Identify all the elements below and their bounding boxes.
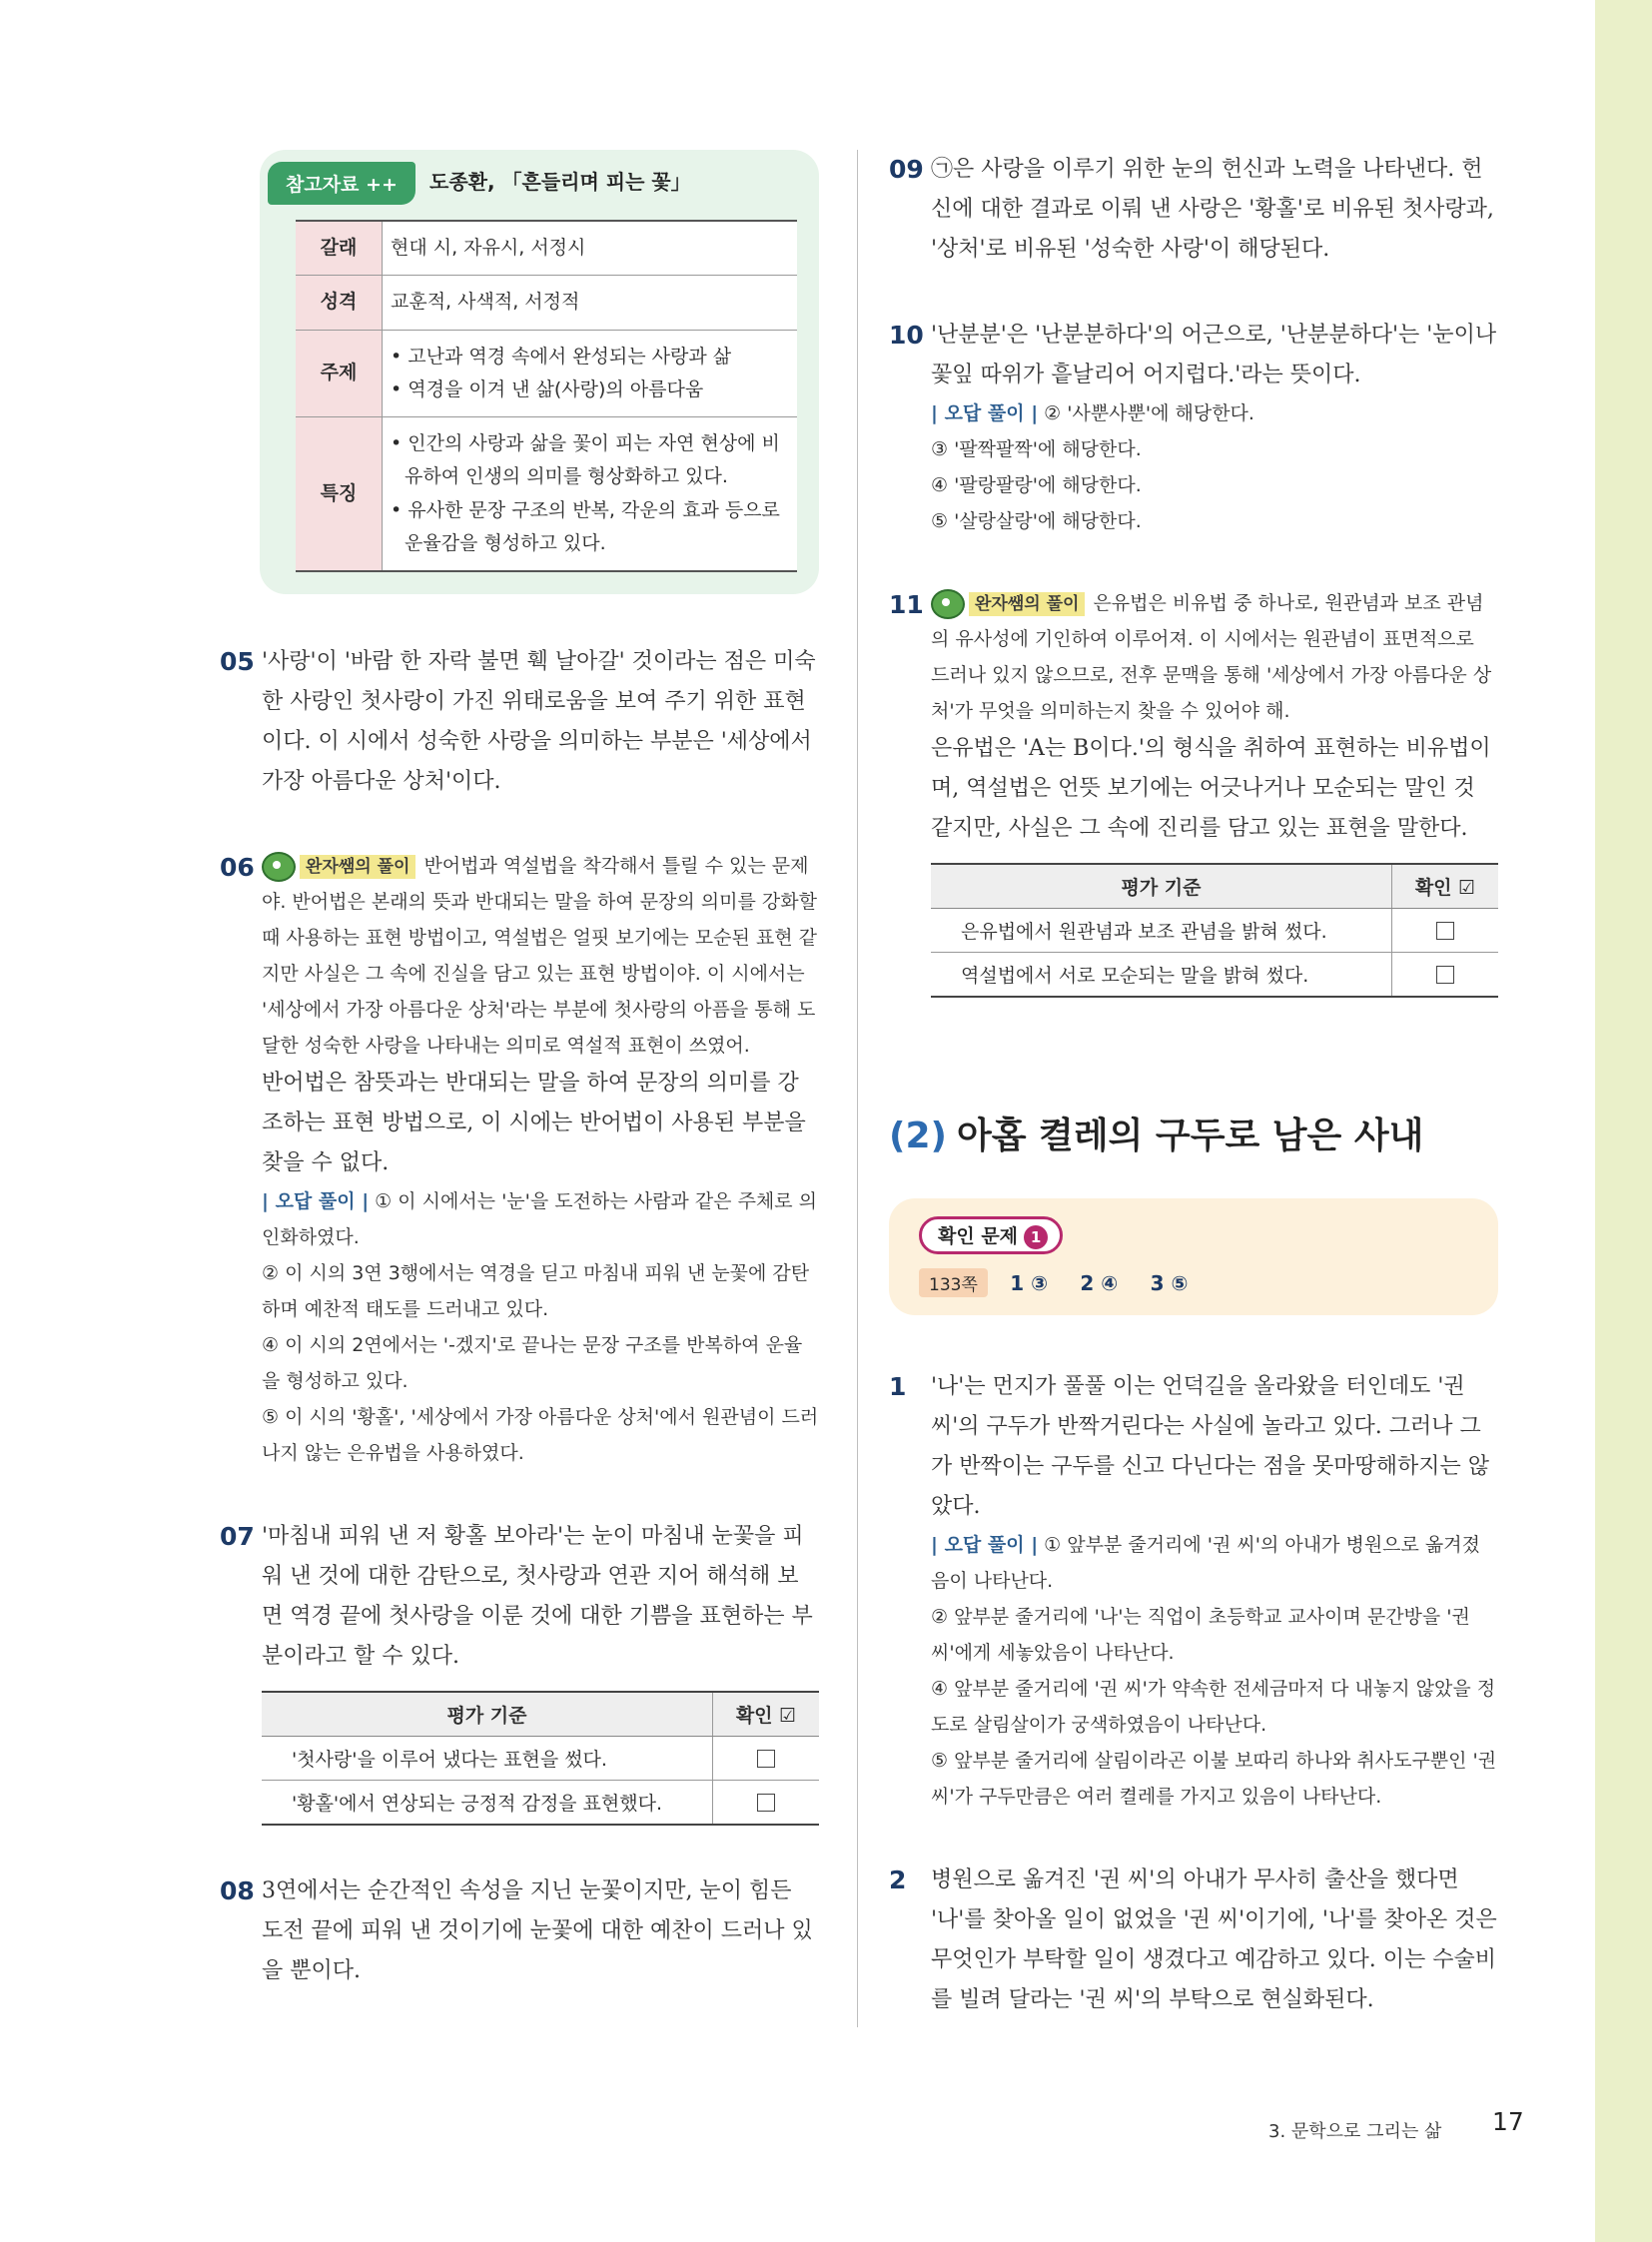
- criteria-row: [262, 1781, 819, 1826]
- checkbox[interactable]: [757, 1750, 775, 1768]
- check-header: 확인 ☑: [1392, 864, 1499, 909]
- ref-row-header: 갈래: [296, 221, 383, 276]
- question-text: 반어법은 참뜻과는 반대되는 말을 하여 문장의 의미를 강조하는 표현 방법으로, 이 시에는 반어법이 사용된 부분을 찾을 수 없다.: [262, 1071, 806, 1175]
- ref-row: [296, 221, 797, 276]
- reference-title: 도종환, 「흔들리며 피는 꽃」: [429, 170, 691, 194]
- ref-row: [296, 330, 797, 417]
- tutor-tag: 완자쌤의 풀이: [969, 592, 1085, 616]
- check-problem-tag: 확인 문제 1: [919, 1216, 1063, 1254]
- criteria-row: [262, 1737, 819, 1781]
- explanation-item: ④ 이 시의 2연에서는 '-겠지'로 끝나는 문장 구조를 반복하여 운율을 형성하고 있다.: [262, 1334, 803, 1392]
- ref-text: 교훈적, 사색적, 서정적: [391, 291, 580, 314]
- criteria-text: 역설법에서 서로 모순되는 말을 밝혀 썼다.: [931, 953, 1392, 998]
- answer-line: [919, 1268, 1476, 1297]
- turtle-mascot-icon: [931, 589, 965, 619]
- ref-bullet: • 고난과 역경 속에서 완성되는 사랑과 삶: [391, 345, 732, 368]
- criteria-text: 은유법에서 원관념과 보조 관념을 밝혀 썼다.: [931, 909, 1392, 953]
- question-text: '마침내 피워 낸 저 황홀 보아라'는 눈이 마침내 눈꽃을 피워 낸 것에 대한 감탄으로, 첫사랑과 연관 지어 해석해 보면 역경 끝에 첫사랑을 이룬 것에 대한 기쁨을 표현하는 부분이라고 할 수 있다.: [262, 1524, 813, 1669]
- left-column: [220, 150, 819, 2037]
- ref-row-header: 주제: [296, 330, 383, 417]
- wrong-answer-label: | 오답 풀이 |: [262, 1190, 370, 1212]
- question-number: 07: [220, 1522, 255, 1551]
- explanation-item: ⑤ 이 시의 '황홀', '세상에서 가장 아름다운 상처'에서 원관념이 드러나지 않는 은유법을 사용하였다.: [262, 1406, 819, 1464]
- wrong-answer-explanation: [262, 1183, 819, 1255]
- question-08: [220, 1871, 819, 1991]
- answer-2: [889, 1861, 1498, 2020]
- page-number: 17: [1492, 2107, 1524, 2136]
- answer-1: [889, 1367, 1498, 1815]
- wrong-answer-label: | 오답 풀이 |: [931, 402, 1039, 424]
- section-number: (2): [889, 1116, 947, 1156]
- explanation-item: ① 앞부분 줄거리에 '권 씨'의 아내가 병원으로 옮겨졌음이 나타난다.: [931, 1534, 1480, 1592]
- question-number: 10: [889, 321, 924, 350]
- criteria-header: 평가 기준: [262, 1692, 713, 1737]
- check-header: 확인 ☑: [713, 1692, 820, 1737]
- ref-row-content: [383, 417, 798, 572]
- explanation-item: ④ 앞부분 줄거리에 '권 씨'가 약속한 전세금마저 다 내놓지 않았을 정도로 살림살이가 궁색하였음이 나타난다.: [931, 1678, 1496, 1736]
- ref-row-content: [383, 330, 798, 417]
- criteria-row: [931, 909, 1498, 953]
- explanation-item: ② 앞부분 줄거리에 '나'는 직업이 초등학교 교사이며 문간방을 '권 씨'에게 세놓았음이 나타난다.: [931, 1606, 1470, 1664]
- question-text: 3연에서는 순간적인 속성을 지닌 눈꽃이지만, 눈이 힘든 도전 끝에 피워 낸 것이기에 눈꽃에 대한 예찬이 드러나 있을 뿐이다.: [262, 1878, 813, 1983]
- question-text: 병원으로 옮겨진 '권 씨'의 아내가 무사히 출산을 했다면 '나'를 찾아올 일이 없었을 '권 씨'이기에, '나'를 찾아온 것은 무엇인가 부탁할 일이 생겼다고 예감하고 있다. 이는 수술비를 빌려 달라는 '권 씨'의 부탁으로 현실화된다.: [931, 1868, 1497, 2012]
- ref-row-content: [383, 221, 798, 276]
- question-text: 은유법은 'A는 B이다.'의 형식을 취하여 표현하는 비유법이며, 역설법은 언뜻 보기에는 어긋나거나 모순되는 말인 것 같지만, 사실은 그 속에 진리를 담고 있는 표현을 말한다.: [931, 736, 1491, 841]
- explanation-item: ⑤ '살랑살랑'에 해당한다.: [931, 510, 1142, 532]
- question-06: [220, 848, 819, 1471]
- section-title: 아홉 켤레의 구두로 남은 사내: [956, 1116, 1424, 1156]
- ref-bullet: • 인간의 사랑과 삶을 꽃이 피는 자연 현상에 비유하여 인생의 의미를 형상화하고 있다.: [391, 432, 780, 488]
- tutor-note: [262, 848, 819, 1064]
- page-reference: 133쪽: [919, 1268, 988, 1297]
- column-divider: [857, 150, 858, 2027]
- explanation-item: ② '사뿐사뿐'에 해당한다.: [1044, 402, 1254, 424]
- checkbox[interactable]: [1436, 966, 1454, 984]
- reference-table: [296, 220, 797, 572]
- criteria-header: 평가 기준: [931, 864, 1392, 909]
- side-color-band: [1595, 0, 1652, 2242]
- explanation-item: ① 이 시에서는 '눈'을 도전하는 사람과 같은 주체로 의인화하였다.: [262, 1190, 818, 1248]
- question-text: '사랑'이 '바람 한 자락 불면 훽 날아갈' 것이라는 점은 미숙한 사랑인 첫사랑이 가진 위태로움을 보여 주기 위한 표현이다. 이 시에서 성숙한 사랑을 의미하는 부분은 '세상에서 가장 아름다운 상처'이다.: [262, 649, 816, 794]
- wrong-answer-label: | 오답 풀이 |: [931, 1534, 1039, 1556]
- ref-row-header: 성격: [296, 276, 383, 330]
- answer-item: 3 ⑤: [1150, 1271, 1189, 1295]
- section-heading: [889, 1108, 1498, 1158]
- ref-row: [296, 417, 797, 572]
- answer-item: 2 ④: [1080, 1271, 1119, 1295]
- wrong-answer-explanation: [931, 395, 1498, 431]
- question-10: [889, 316, 1498, 539]
- question-09: [889, 150, 1498, 270]
- question-number: 2: [889, 1866, 907, 1894]
- chapter-footer: 3. 문학으로 그리는 삶: [1268, 2121, 1442, 2142]
- criteria-table: [262, 1691, 819, 1826]
- check-problem-number: 1: [1024, 1225, 1048, 1249]
- tutor-note-text: 반어법과 역설법을 착각해서 틀릴 수 있는 문제야. 반어법은 본래의 뜻과 반대되는 말을 하여 문장의 의미를 강화할 때 사용하는 표현 방법이고, 역설법은 얼핏 보기에는 모순된 표현 같지만 사실은 그 속에 진실을 담고 있는 표현 방법이야. 이 시에서는 '세상에서 가장 아름다운 상처'라는 부분에 첫사랑의 아픔을 통해 도달한 성숙한 사랑을 나타내는 의미로 역설적 표현이 쓰였어.: [262, 855, 817, 1057]
- ref-row-header: 특징: [296, 417, 383, 572]
- question-11: [889, 585, 1498, 998]
- check-problem-box: [889, 1198, 1498, 1315]
- right-column: [889, 150, 1498, 2066]
- reference-tab: 참고자료 ++: [268, 162, 415, 205]
- ref-row: [296, 276, 797, 330]
- tutor-note: [931, 585, 1498, 729]
- question-number: 11: [889, 590, 924, 619]
- wrong-answer-explanation: [931, 1527, 1498, 1599]
- question-text: ㉠은 사랑을 이루기 위한 눈의 헌신과 노력을 나타낸다. 헌신에 대한 결과로 이뤄 낸 사랑은 '황홀'로 비유된 첫사랑과, '상처'로 비유된 '성숙한 사랑'이 해당된다.: [931, 157, 1494, 262]
- question-number: 05: [220, 647, 255, 676]
- question-text: '난분분'은 '난분분하다'의 어근으로, '난분분하다'는 '눈이나 꽃잎 따위가 흩날리어 어지럽다.'라는 뜻이다.: [931, 323, 1497, 387]
- criteria-text: '첫사랑'을 이루어 냈다는 표현을 썼다.: [262, 1737, 713, 1781]
- checkbox[interactable]: [757, 1794, 775, 1812]
- tutor-tag: 완자쌤의 풀이: [300, 855, 415, 879]
- ref-bullet: • 역경을 이겨 낸 삶(사랑)의 아름다움: [391, 377, 704, 400]
- explanation-item: ② 이 시의 3연 3행에서는 역경을 딛고 마침내 피워 낸 눈꽃에 감탄하며 예찬적 태도를 드러내고 있다.: [262, 1262, 810, 1320]
- explanation-item: ④ '팔랑팔랑'에 해당한다.: [931, 474, 1142, 496]
- answer-item: 1 ③: [1010, 1271, 1049, 1295]
- question-number: 08: [220, 1876, 255, 1905]
- question-number: 06: [220, 853, 255, 882]
- question-text: '나'는 먼지가 풀풀 이는 언덕길을 올라왔을 터인데도 '권 씨'의 구두가 반짝거린다는 사실에 놀라고 있다. 그러나 그가 반짝이는 구두를 신고 다닌다는 점을 못마땅해하지는 않았다.: [931, 1374, 1490, 1519]
- ref-text: 현대 시, 자유시, 서정시: [391, 237, 586, 259]
- explanation-item: ⑤ 앞부분 줄거리에 살림이라곤 이불 보따리 하나와 취사도구뿐인 '권 씨'가 구두만큼은 여러 켤레를 가지고 있음이 나타난다.: [931, 1750, 1497, 1808]
- turtle-mascot-icon: [262, 852, 296, 882]
- reference-box: [260, 150, 819, 594]
- explanation-item: ③ '팔짝팔짝'에 해당한다.: [931, 438, 1142, 460]
- question-07: [220, 1517, 819, 1826]
- ref-bullet: • 유사한 문장 구조의 반복, 각운의 효과 등으로 운율감을 형성하고 있다.: [391, 498, 780, 554]
- question-number: 09: [889, 155, 924, 184]
- criteria-table: [931, 863, 1498, 998]
- tutor-note-text: 은유법은 비유법 중 하나로, 원관념과 보조 관념의 유사성에 기인하여 이루어져. 이 시에서는 원관념이 표면적으로 드러나 있지 않으므로, 전후 문맥을 통해 '세상에서 가장 아름다운 상처'가 무엇을 의미하는지 찾을 수 있어야 해.: [931, 592, 1492, 722]
- criteria-text: '황홀'에서 연상되는 긍정적 감정을 표현했다.: [262, 1781, 713, 1826]
- ref-row-content: [383, 276, 798, 330]
- question-number: 1: [889, 1372, 907, 1401]
- checkbox[interactable]: [1436, 922, 1454, 940]
- criteria-row: [931, 953, 1498, 998]
- question-05: [220, 642, 819, 802]
